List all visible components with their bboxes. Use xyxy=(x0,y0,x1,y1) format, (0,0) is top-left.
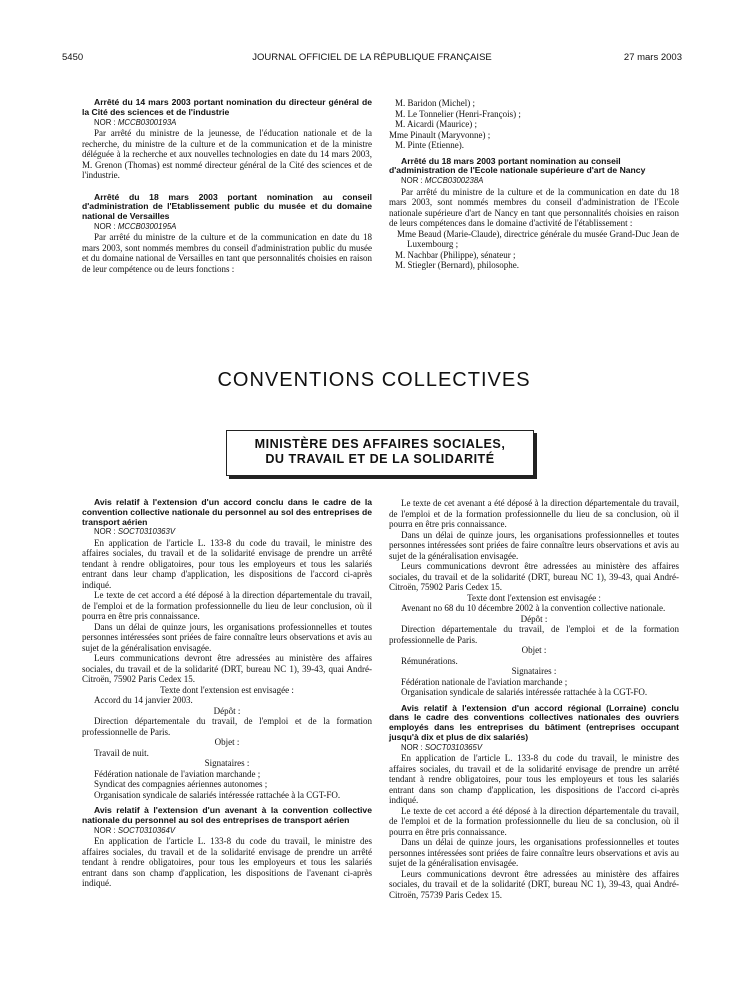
decree-title: Arrêté du 18 mars 2003 portant nomination au conseil d'administration de l'Ecole nationale supérieure d'art de Nancy xyxy=(389,155,646,176)
bottom-right-column xyxy=(389,498,679,900)
notice-paragraph: Le texte de cet accord a été déposé à la direction départementale du travail, de l'emploi et de la formation professionnelle du lieu de sa conclusion, où il pourra en être pris connaissance. xyxy=(389,805,679,837)
signataires-label: Signataires : xyxy=(511,666,557,676)
notice-paragraph: Dans un délai de quinze jours, les organisations professionnelles et toutes personnes intéressées sont priées de faire connaître leurs observations et avis au sujet de la généralisation envisagée. xyxy=(389,837,679,869)
member-item: M. Pinte (Etienne). xyxy=(395,140,464,150)
extension-label: Texte dont l'extension est envisagée : xyxy=(160,684,294,695)
ministry-line-2: DU TRAVAIL ET DE LA SOLIDARITÉ xyxy=(265,452,495,466)
extension-label: Texte dont l'extension est envisagée : xyxy=(467,592,601,603)
decree-title: Arrêté du 18 mars 2003 portant nomination au conseil d'administration de l'Etablissement public du musée et du domaine national de Versailles xyxy=(82,191,372,222)
section-title: CONVENTIONS COLLECTIVES xyxy=(217,369,531,391)
signatory-item: Fédération nationale de l'aviation marchande ; xyxy=(94,768,261,779)
nor-reference: NOR : SOCT0310365V xyxy=(401,742,483,752)
signatory-item: Fédération nationale de l'aviation marchande ; xyxy=(401,676,568,687)
issue-date: 27 mars 2003 xyxy=(623,52,682,63)
member-item: Mme Pinault (Maryvonne) ; xyxy=(389,129,491,140)
nor-reference: NOR : MCCB0300193A xyxy=(94,117,177,127)
top-right-column xyxy=(389,98,679,271)
accord-line: Accord du 14 janvier 2003. xyxy=(94,695,193,706)
journal-title: JOURNAL OFFICIEL DE LA RÉPUBLIQUE FRANÇAISE xyxy=(252,52,492,63)
nor-reference: NOR : MCCB0300238A xyxy=(401,176,484,186)
nor-reference: NOR : SOCT0310363V xyxy=(94,527,176,537)
notice-paragraph: Leurs communications devront être adressées au ministère des affaires sociales, du travail et de la solidarité (DRT, bureau NC 1), 39-43, quai André-Citroën, 75902 Paris Cedex 15. xyxy=(82,653,372,685)
page-header xyxy=(62,52,682,66)
signatory-item: Organisation syndicale de salariés intéressée rattachée à la CGT-FO. xyxy=(94,789,341,800)
notice-paragraph: En application de l'article L. 133-8 du code du travail, le ministre des affaires sociales, du travail et de la solidarité envisage de prendre un arrêté tendant à rendre obligatoires, pour tous les employeurs et tous les salariés entrant dans leur champ d'application, les dispositions de l'accord ci-après indiqué. xyxy=(82,537,372,590)
avenant-line: Avenant no 68 du 10 décembre 2002 à la convention collective nationale. xyxy=(401,603,666,613)
depot-value: Direction départementale du travail, de l'emploi et de la formation professionnelle de Paris. xyxy=(389,624,679,645)
notice-title: Avis relatif à l'extension d'un avenant à la convention collective nationale du personnel au sol des entreprises de transport aérien xyxy=(82,805,372,826)
notice-paragraph: Dans un délai de quinze jours, les organisations professionnelles et toutes personnes intéressées sont priées de faire connaître leurs observations et avis au sujet de la généralisation envisagée. xyxy=(389,529,679,561)
notice-title: Avis relatif à l'extension d'un accord conclu dans le cadre de la convention collective nationale du personnel au sol des entreprises de transport aérien xyxy=(82,497,372,527)
objet-value: Rémunérations. xyxy=(401,655,458,666)
nor-reference: NOR : MCCB0300195A xyxy=(94,221,177,231)
member-item: M. Baridon (Michel) ; xyxy=(395,98,475,108)
decree-body: Par arrêté du ministre de la jeunesse, de l'éducation nationale et de la recherche, du ministre de la culture et de la communication et de la ministre déléguée à la recherche et aux nouvelles technologies en date du 14 mars 2003, M. Grenon (Thomas) est nommé directeur général de la Cité des sciences et de l'industrie. xyxy=(82,128,372,181)
notice-paragraph: Le texte de cet avenant a été déposé à la direction départementale du travail, de l'emploi et de la formation professionnelle du lieu de sa conclusion, où il pourra en être pris connaissance. xyxy=(389,498,679,529)
decree-body: Par arrêté du ministre de la culture et de la communication en date du 18 mars 2003, sont nommés membres du conseil d'administration de l'Ecole nationale supérieure d'art de Nancy en tant que personnalités choisies en raison de leurs compétences dans le domaine d'activité de l'établissement : xyxy=(389,186,679,229)
decree-title: Arrêté du 14 mars 2003 portant nomination du directeur général de la Cité des sciences et de l'industrie xyxy=(82,97,372,117)
notice-paragraph: Leurs communications devront être adressées au ministère des affaires sociales, du travail et de la solidarité (DRT, bureau NC 1), 39-43, quai André-Citroën, 75739 Paris Cedex 15. xyxy=(389,868,679,900)
nor-reference: NOR : SOCT0310364V xyxy=(94,825,176,835)
decree-body: Par arrêté du ministre de la culture et de la communication en date du 18 mars 2003, sont nommés membres du conseil d'administration public du musée et du domaine national de Versailles en tant que personnalités choisies en raison de leur compétence ou de leurs fonctions : xyxy=(82,232,372,274)
objet-value: Travail de nuit. xyxy=(94,747,149,758)
notice-paragraph: Leurs communications devront être adressées au ministère des affaires sociales, du travail et de la solidarité (DRT, bureau NC 1), 39-43, quai André-Citroën, 75902 Paris Cedex 15. xyxy=(389,561,679,592)
notice-paragraph: Dans un délai de quinze jours, les organisations professionnelles et toutes personnes intéressées sont priées de faire connaître leurs observations et avis au sujet de la généralisation envisagée. xyxy=(82,621,372,653)
page-number: 5450 xyxy=(62,52,84,63)
top-left-column xyxy=(82,98,372,274)
objet-label: Objet : xyxy=(214,737,240,748)
member-item: Mme Beaud (Marie-Claude), directrice générale du musée Grand-Duc Jean de Luxembourg ; xyxy=(397,228,679,250)
member-item: M. Le Tonnelier (Henri-François) ; xyxy=(395,108,521,119)
signatory-item: Syndicat des compagnies aériennes autonomes ; xyxy=(94,779,268,790)
member-item: M. Stiegler (Bernard), philosophe. xyxy=(395,260,519,271)
signataires-label: Signataires : xyxy=(204,758,250,769)
notice-paragraph: Le texte de cet accord a été déposé à la direction départementale du travail, de l'emploi et de la formation professionnelle du lieu de leur conclusion, où il pourra en être pris connaissance. xyxy=(82,590,372,622)
notice-paragraph: En application de l'article L. 133-8 du code du travail, le ministre des affaires sociales, du travail et de la solidarité envisage de prendre un arrêté tendant à rendre obligatoires, pour tous les employeurs et tous les salariés entrant dans son champ d'application, les dispositions de l'avenant ci-après indiqué. xyxy=(82,836,372,889)
member-item: M. Aicardi (Maurice) ; xyxy=(395,119,477,129)
depot-value: Direction départementale du travail, de l'emploi et de la formation professionnelle de Paris. xyxy=(82,716,372,737)
member-item: M. Nachbar (Philippe), sénateur ; xyxy=(395,249,516,260)
depot-label: Dépôt : xyxy=(520,613,548,624)
depot-label: Dépôt : xyxy=(213,705,241,716)
ministry-box xyxy=(226,430,534,476)
bottom-left-column xyxy=(82,498,372,889)
ministry-line-1: MINISTÈRE DES AFFAIRES SOCIALES, xyxy=(254,437,506,451)
notice-paragraph: En application de l'article L. 133-8 du code du travail, le ministre des affaires sociales, du travail et de la solidarité envisage de prendre un arrêté tendant à rendre obligatoires, pour tous les employeurs et tous les salariés entrant dans son champ d'application, les dispositions de l'accord ci-après indiqué. xyxy=(389,753,679,806)
objet-label: Objet : xyxy=(521,645,547,655)
notice-title: Avis relatif à l'extension d'un accord régional (Lorraine) conclu dans le cadre des conventions collectives nationales des ouvriers employés dans les entreprises du bâtiment (entreprises occupant jusqu'à dix et plus de dix salariés) xyxy=(389,702,679,742)
signatory-item: Organisation syndicale de salariés intéressée rattachée à la CGT-FO. xyxy=(401,687,648,697)
